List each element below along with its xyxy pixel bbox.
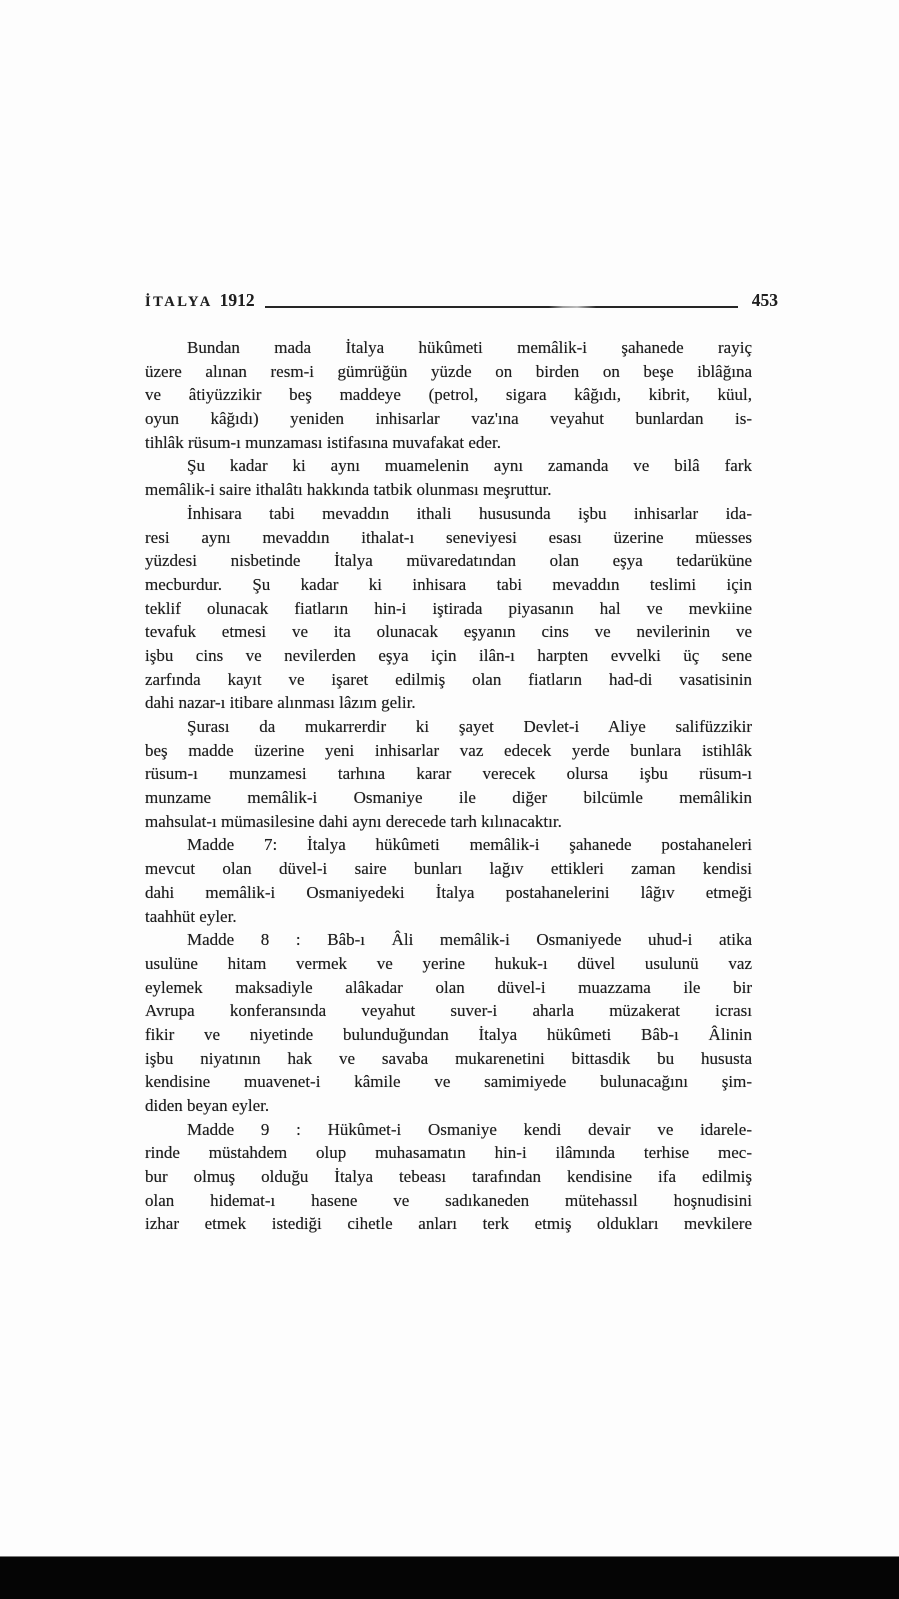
text-line: işbu cins ve nevilerden eşya için ilân-ı harpten evvelki üç sene [145,645,752,665]
body-text [145,336,752,1236]
text-line: ve âtiyüzzikir beş maddeye (petrol, sigara kâğıdı, kibrit, küul, [145,385,752,405]
text-line: kendisine muavenet-i kâmile ve samimiyede bulunacağını şim- [145,1072,752,1092]
text-line: Madde 7: İtalya hükûmeti memâlik-i şahanede postahaneleri [187,835,752,855]
text-line: Madde 8 : Bâb-ı Âli memâlik-i Osmaniyede uhud-i atika [187,930,752,950]
running-title [145,290,255,311]
paragraph [145,1118,752,1236]
text-line: mecburdur. Şu kadar ki inhisara tabi mevaddın teslimi için [145,574,752,594]
text-line: teklif olunacak fiatların hin-i iştirada piyasanın hal ve mevkiine [145,598,752,618]
paragraph [145,833,752,928]
text-line: Şu kadar ki aynı muamelenin aynı zamanda ve bilâ fark [187,456,752,476]
text-line: oyun kâğıdı) yeniden inhisarlar vaz'ına veyahut bunlardan is- [145,409,752,429]
paragraph [145,454,752,501]
text-line: zarfında kayıt ve işaret edilmiş olan fiatların had-di vasatisinin [145,669,752,689]
header-rule [265,306,738,308]
text-line: fikir ve niyetinde bulunduğundan İtalya hükûmeti Bâb-ı Âlinin [145,1024,752,1044]
text-line: olan hidemat-ı hasene ve sadıkaneden mütehassıl hoşnudisini [145,1190,752,1210]
page-header [145,290,778,311]
text-line: usulüne hitam vermek ve yerine hukuk-ı düvel usulunü vaz [145,953,752,973]
running-title-text: İTALYA [145,294,213,310]
text-line: resi aynı mevaddın ithalat-ı seneviyesi esası üzerine müesses [145,527,752,547]
paragraph [145,502,752,715]
text-line: beş madde üzerine yeni inhisarlar vaz edecek yerde bunlara istihlâk [145,740,752,760]
text-line: mevcut olan düvel-i saire bunları lağıv ettikleri zaman kendisi [145,859,752,879]
text-line: tevafuk etmesi ve ita olunacak eşyanın cins ve nevilerinin ve [145,622,752,642]
text-line: memâlik-i saire ithalâtı hakkında tatbik olunması meşruttur. [145,480,552,500]
running-title-year: 1912 [219,290,255,310]
text-line: eylemek maksadiyle alâkadar olan düvel-i muazzama ile bir [145,977,752,997]
text-line: dahi nazar-ı itibare alınması lâzım gelir. [145,693,416,713]
text-line: işbu niyatının hak ve savaba mukarenetini bittasdik bu hususta [145,1048,752,1068]
text-line: taahhüt eyler. [145,906,237,926]
text-line: Avrupa konferansında veyahut suver-i aharla müzakerat icrası [145,1001,752,1021]
text-line: munzame memâlik-i Osmaniye ile diğer bilcümle memâlikin [145,788,752,808]
text-line: Madde 9 : Hükûmet-i Osmaniye kendi devair ve idarele- [187,1119,752,1139]
text-line: rüsum-ı munzamesi tarhına karar verecek olursa işbu rüsum-ı [145,764,752,784]
text-line: tihlâk rüsum-ı munzaması istifasına muvafakat eder. [145,432,501,452]
scan-bottom-bar [0,1556,899,1599]
text-line: yüzdesi nisbetinde İtalya müvaredatından olan eşya tedarüküne [145,551,752,571]
page-number: 453 [751,290,778,310]
text-line: diden beyan eyler. [145,1096,270,1115]
text-line: izhar etmek istediği cihetle anları terk etmiş oldukları mevkilere [145,1214,752,1234]
text-line: Bundan mada İtalya hükûmeti memâlik-i şahanede rayiç [187,338,752,357]
text-line: bur olmuş olduğu İtalya tebeası tarafından kendisine ifa edilmiş [145,1167,752,1187]
paragraph [145,928,752,1118]
paragraph [145,336,752,454]
text-line: üzere alınan resm-i gümrüğün yüzde on birden on beşe iblâğına [145,361,752,381]
text-line: mahsulat-ı mümasilesine dahi aynı derecede tarh kılınacaktır. [145,811,562,831]
paragraph [145,715,752,833]
text-line: Şurası da mukarrerdir ki şayet Devlet-i Aliye salifüzzikir [187,717,752,736]
text-line: İnhisara tabi mevaddın ithali hususunda işbu inhisarlar ida- [187,503,752,523]
text-line: rinde müstahdem olup muhasamatın hin-i ilâmında terhise mec- [145,1143,752,1163]
text-line: dahi memâlik-i Osmaniyedeki İtalya postahanelerini lâğıv etmeği [145,882,752,902]
